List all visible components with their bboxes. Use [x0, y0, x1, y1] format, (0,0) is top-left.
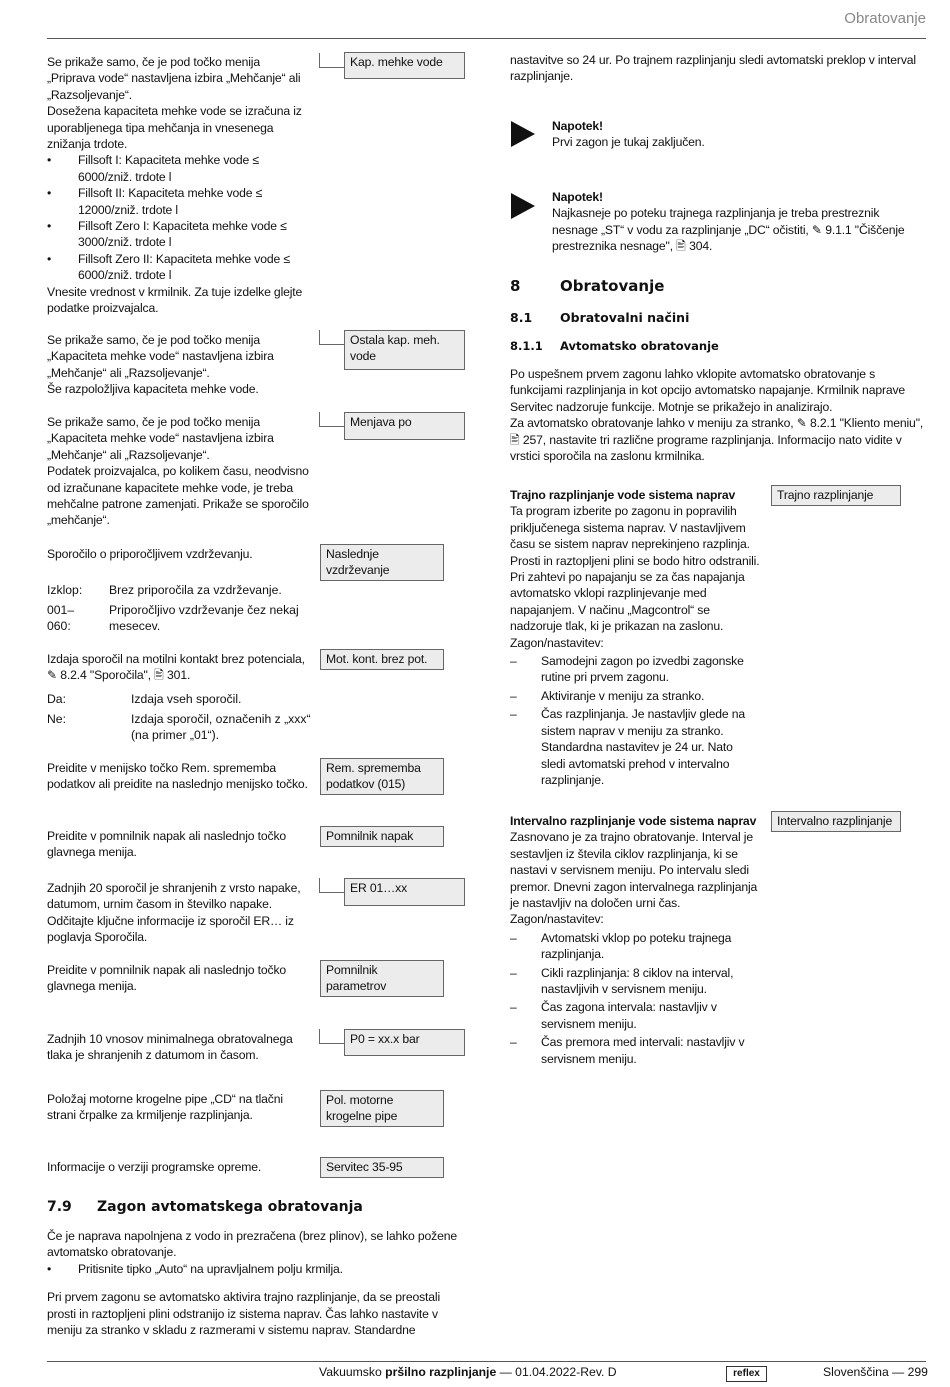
block-continuous-degassing: Trajno razplinjanje vode sistema naprav Ta program izberite po zagonu in popravilih priključenega sistema naprav. V nastavljivem času se sistem naprav neprekinjeno razplinja. Prosti in raztopljeni plini se bodo hitro odstranili. Pri zahtevi po napajanju se za čas napajanja avtomatsko vklopi razplinjevanje med napajanjem. V načinu „Magcontrol“ se nadzoruje tlak, ki je prikazan na zaslonu. Zagon/nastavitev: – Samodejni zagon po izvedbi zagonske rutine pri prvem zagonu. – Aktiviranje v meniju za stranko. – Čas razplinjanja. Je nastavljiv glede na sistem naprav v meniju za stranko. Standardna nastavitev je 24 ur. Nato sledi avtomatski prehod v intervalno razplinjanje.	[510, 488, 760, 787]
list-item: – Čas premora med intervali: nastavljiv v servisnem meniju.	[510, 1035, 745, 1066]
section-title-8-1-1: Avtomatsko obratovanje	[560, 339, 719, 353]
menu-box-continuous-degassing: Trajno razplinjanje	[771, 485, 901, 506]
running-header: Obratovanje	[844, 10, 926, 27]
label: Da:	[47, 692, 66, 706]
list-item: • Fillsoft Zero II: Kapaciteta mehke vode ≤ 6000/zniž. trdote l	[47, 251, 290, 283]
list-item: • Fillsoft I: Kapaciteta mehke vode ≤ 6000/zniž. trdote l	[47, 153, 259, 184]
block-remaining-capacity: Se prikaže samo, če je pod točko menija „Kapaciteta mehke vode“ nastavljena izbira „Mehčanje“ ali „Razsoljevanje“. Še razpoložljiva kapaciteta mehke vode.	[47, 333, 274, 397]
menu-connector	[319, 53, 344, 68]
block-parameter-memory: Preidite v pomnilnik napak ali naslednjo točko glavnega menija.	[47, 963, 287, 994]
menu-box-min-pressure: P0 = xx.x bar	[344, 1029, 465, 1056]
footer-document-title: Vakuumsko pršilno razplinjanje — 01.04.2022-Rev. D	[319, 1365, 617, 1379]
menu-box-interval-degassing: Intervalno razplinjanje	[771, 811, 901, 832]
menu-box-parameter-memory: Pomnilnik parametrov	[320, 960, 444, 997]
note-arrow-icon	[511, 121, 535, 147]
paragraph: Vnesite vrednost v krmilnik. Za tuje izdelke glejte podatke proizvajalca.	[47, 284, 303, 316]
menu-box-remaining-capacity: Ostala kap. meh. vode	[344, 330, 465, 370]
list-item: – Samodejni zagon po izvedbi zagonske rutine pri prvem zagonu.	[510, 654, 744, 685]
list-item: – Čas razplinjanja. Je nastavljiv glede na sistem naprav v meniju za stranko. Standardna nastavitev je 24 ur. Nato sledi avtomatski prehod v intervalno razplinjanje.	[510, 707, 746, 787]
menu-box-error-memory: Pomnilnik napak	[320, 826, 444, 847]
paragraph: Se prikaže samo, če je pod točko menija „Priprava vode“ nastavljena izbira „Mehčanje“ ali „Razsoljevanje“.	[47, 55, 301, 102]
block-error-memory: Preidite v pomnilnik napak ali naslednjo točko glavnega menija.	[47, 829, 287, 860]
menu-box-error-list: ER 01…xx	[344, 878, 465, 906]
list-item: • Pritisnite tipko „Auto“ na upravljalnem polju krmilja.	[47, 1261, 343, 1276]
list-item: • Fillsoft II: Kapaciteta mehke vode ≤ 12000/zniž. trdote l	[47, 186, 263, 217]
list-item: – Cikli razplinjanja: 8 ciklov na interval, nastavljivih v servisnem meniju.	[510, 965, 734, 997]
header-rule	[47, 38, 926, 39]
label: Ne:	[47, 712, 66, 726]
block-auto-operation: Po uspešnem prvem zagonu lahko vklopite avtomatsko obratovanje s funkcijami razplinjanja in kot opcijo avtomatsko napajanje. Krmilnik naprave Servitec nadzoruje funkcije. Motnje se prikažejo in analizirajo. Za avtomatsko obratovanje lahko v meniju za stranko, ✎ 8.2.1 "Kliento meniu", 🖹 257, nastavite tri različne programe razplinjanja. Informacijo nato vidite v vrstici sporočila na zaslonu krmilnika.	[510, 367, 924, 464]
footer-rule	[47, 1361, 926, 1362]
menu-box-ball-valve: Pol. motorne krogelne pipe	[320, 1090, 444, 1127]
menu-box-software-version: Servitec 35-95	[320, 1157, 444, 1178]
menu-connector	[319, 330, 344, 345]
list-item: • Fillsoft Zero I: Kapaciteta mehke vode ≤ 3000/zniž. trdote l	[47, 219, 287, 250]
note-2: Napotek! Najkasneje po poteku trajnega razplinjanja je treba prestreznik nesnage „ST“ v vodu za razplinjanje „DC“ očistiti, ✎ 9.1.1 "Čiščenje prestreznika nesnage", 🖹 304.	[552, 190, 905, 254]
section-title-8: Obratovanje	[560, 277, 665, 295]
label: 001–060:	[47, 603, 75, 634]
block-ball-valve: Položaj motorne krogelne pipe „CD“ na tlačni strani črpalke za krmiljenje razplinjanja.	[47, 1092, 283, 1123]
menu-box-soft-water-capacity: Kap. mehke vode	[344, 52, 465, 79]
list-item: – Avtomatski vklop po poteku trajnega razplinjanja.	[510, 930, 732, 962]
menu-box-next-maintenance: Naslednje vzdrževanje	[320, 544, 444, 581]
note-1: Napotek! Prvi zagon je tukaj zaključen.	[552, 119, 705, 150]
section-number-7-9: 7.9	[47, 1199, 72, 1215]
block-fault-contact: Izdaja sporočil na motilni kontakt brez potenciala, ✎ 8.2.4 "Sporočila", 🖹 301.	[47, 652, 305, 683]
menu-box-remote-change: Rem. sprememba podatkov (015)	[320, 758, 444, 795]
block-software-version: Informacije o verziji programske opreme.	[47, 1160, 262, 1174]
block-error-list: Zadnjih 20 sporočil je shranjenih z vrsto napake, datumom, urnim časom in številko napake. Odčitajte ključne informacije iz sporočil ER… iz poglavja Sporočila.	[47, 881, 301, 945]
menu-box-fault-contact: Mot. kont. brez pot.	[320, 649, 444, 670]
block-min-pressure: Zadnjih 10 vnosov minimalnega obratovalnega tlaka je shranjenih z datumom in časom.	[47, 1032, 293, 1063]
section-number-8: 8	[510, 277, 521, 295]
value: Priporočljivo vzdrževanje čez nekaj mesecev.	[109, 603, 299, 634]
menu-box-replace-after: Menjava po	[344, 412, 465, 440]
label: Izklop:	[47, 583, 83, 597]
block-interval-degassing: Intervalno razplinjanje vode sistema naprav Zasnovano je za trajno obratovanje. Interval je sestavljen iz števila ciklov razplinjanja, ki se nastavi v servisnem meniju. Po intervalu sledi premor. Dnevni zagon intervalnega razplinjanja je nastavljiv na določen urni čas. Zagon/nastavitev: – Avtomatski vklop po poteku trajnega razplinjanja. – Cikli razplinjanja: 8 ciklov na interval, nastavljivih v servisnem meniju. – Čas zagona intervala: nastavljiv v servisnem meniju. – Čas premora med intervali: nastavljiv v servisnem meniju.	[510, 813, 760, 1067]
menu-connector	[319, 878, 344, 893]
brand-logo: reflex	[726, 1366, 767, 1382]
continued-paragraph: nastavitve so 24 ur. Po trajnem razplinjanju sledi avtomatski preklop v interval razplinjanje.	[510, 53, 916, 84]
value: Izdaja vseh sporočil.	[131, 692, 242, 706]
value: Izdaja sporočil, označenih z „xxx“ (na primer „01“).	[131, 712, 311, 743]
section-number-8-1: 8.1	[510, 310, 533, 325]
value: Brez priporočila za vzdrževanje.	[109, 583, 282, 597]
block-replace-after: Se prikaže samo, če je pod točko menija „Kapaciteta mehke vode“ nastavljena izbira „Mehčanje“ ali „Razsoljevanje“. Podatek proizvajalca, po kolikem času, neodvisno od izračunane kapacitete mehke vode, je treba mehčalne patrone zamenjati. Prikaže se sporočilo „mehčanje“.	[47, 415, 309, 528]
section-title-7-9: Zagon avtomatskega obratovanja	[97, 1199, 363, 1215]
block-remote-change: Preidite v menijsko točko Rem. sprememba podatkov ali preidite na naslednjo menijsko točko.	[47, 761, 308, 792]
footer-page-number: — 299	[892, 1365, 928, 1379]
note-arrow-icon	[511, 193, 535, 219]
footer-language: Slovenščina	[823, 1365, 889, 1379]
block-start-automatic: Če je naprava napolnjena z vodo in prezračena (brez plinov), se lahko požene avtomatsko obratovanje. • Pritisnite tipko „Auto“ na upravljalnem polju krmilja. Pri prvem zagonu se avtomatsko aktivira trajno razplinjanje, da se preostali prosti in raztopljeni plini odstranijo iz sistema naprav. Čas lahko nastavite v meniju za stranko v skladu z razmerami v sistemu naprav. Standardne	[47, 1229, 458, 1338]
list-item: – Aktiviranje v meniju za stranko.	[510, 688, 705, 703]
section-title-8-1: Obratovalni načini	[560, 310, 690, 325]
menu-connector	[319, 1029, 344, 1044]
list-item: – Čas zagona intervala: nastavljiv v servisnem meniju.	[510, 1000, 717, 1031]
paragraph: Dosežena kapaciteta mehke vode se izračuna iz uporabljenega tipa mehčanja in vnesenega znižanja trdote.	[47, 104, 302, 152]
block-maintenance: Sporočilo o priporočljivem vzdrževanju.	[47, 547, 253, 561]
section-number-8-1-1: 8.1.1	[510, 339, 543, 353]
menu-connector	[319, 412, 344, 427]
block-soft-water-capacity	[47, 54, 309, 317]
